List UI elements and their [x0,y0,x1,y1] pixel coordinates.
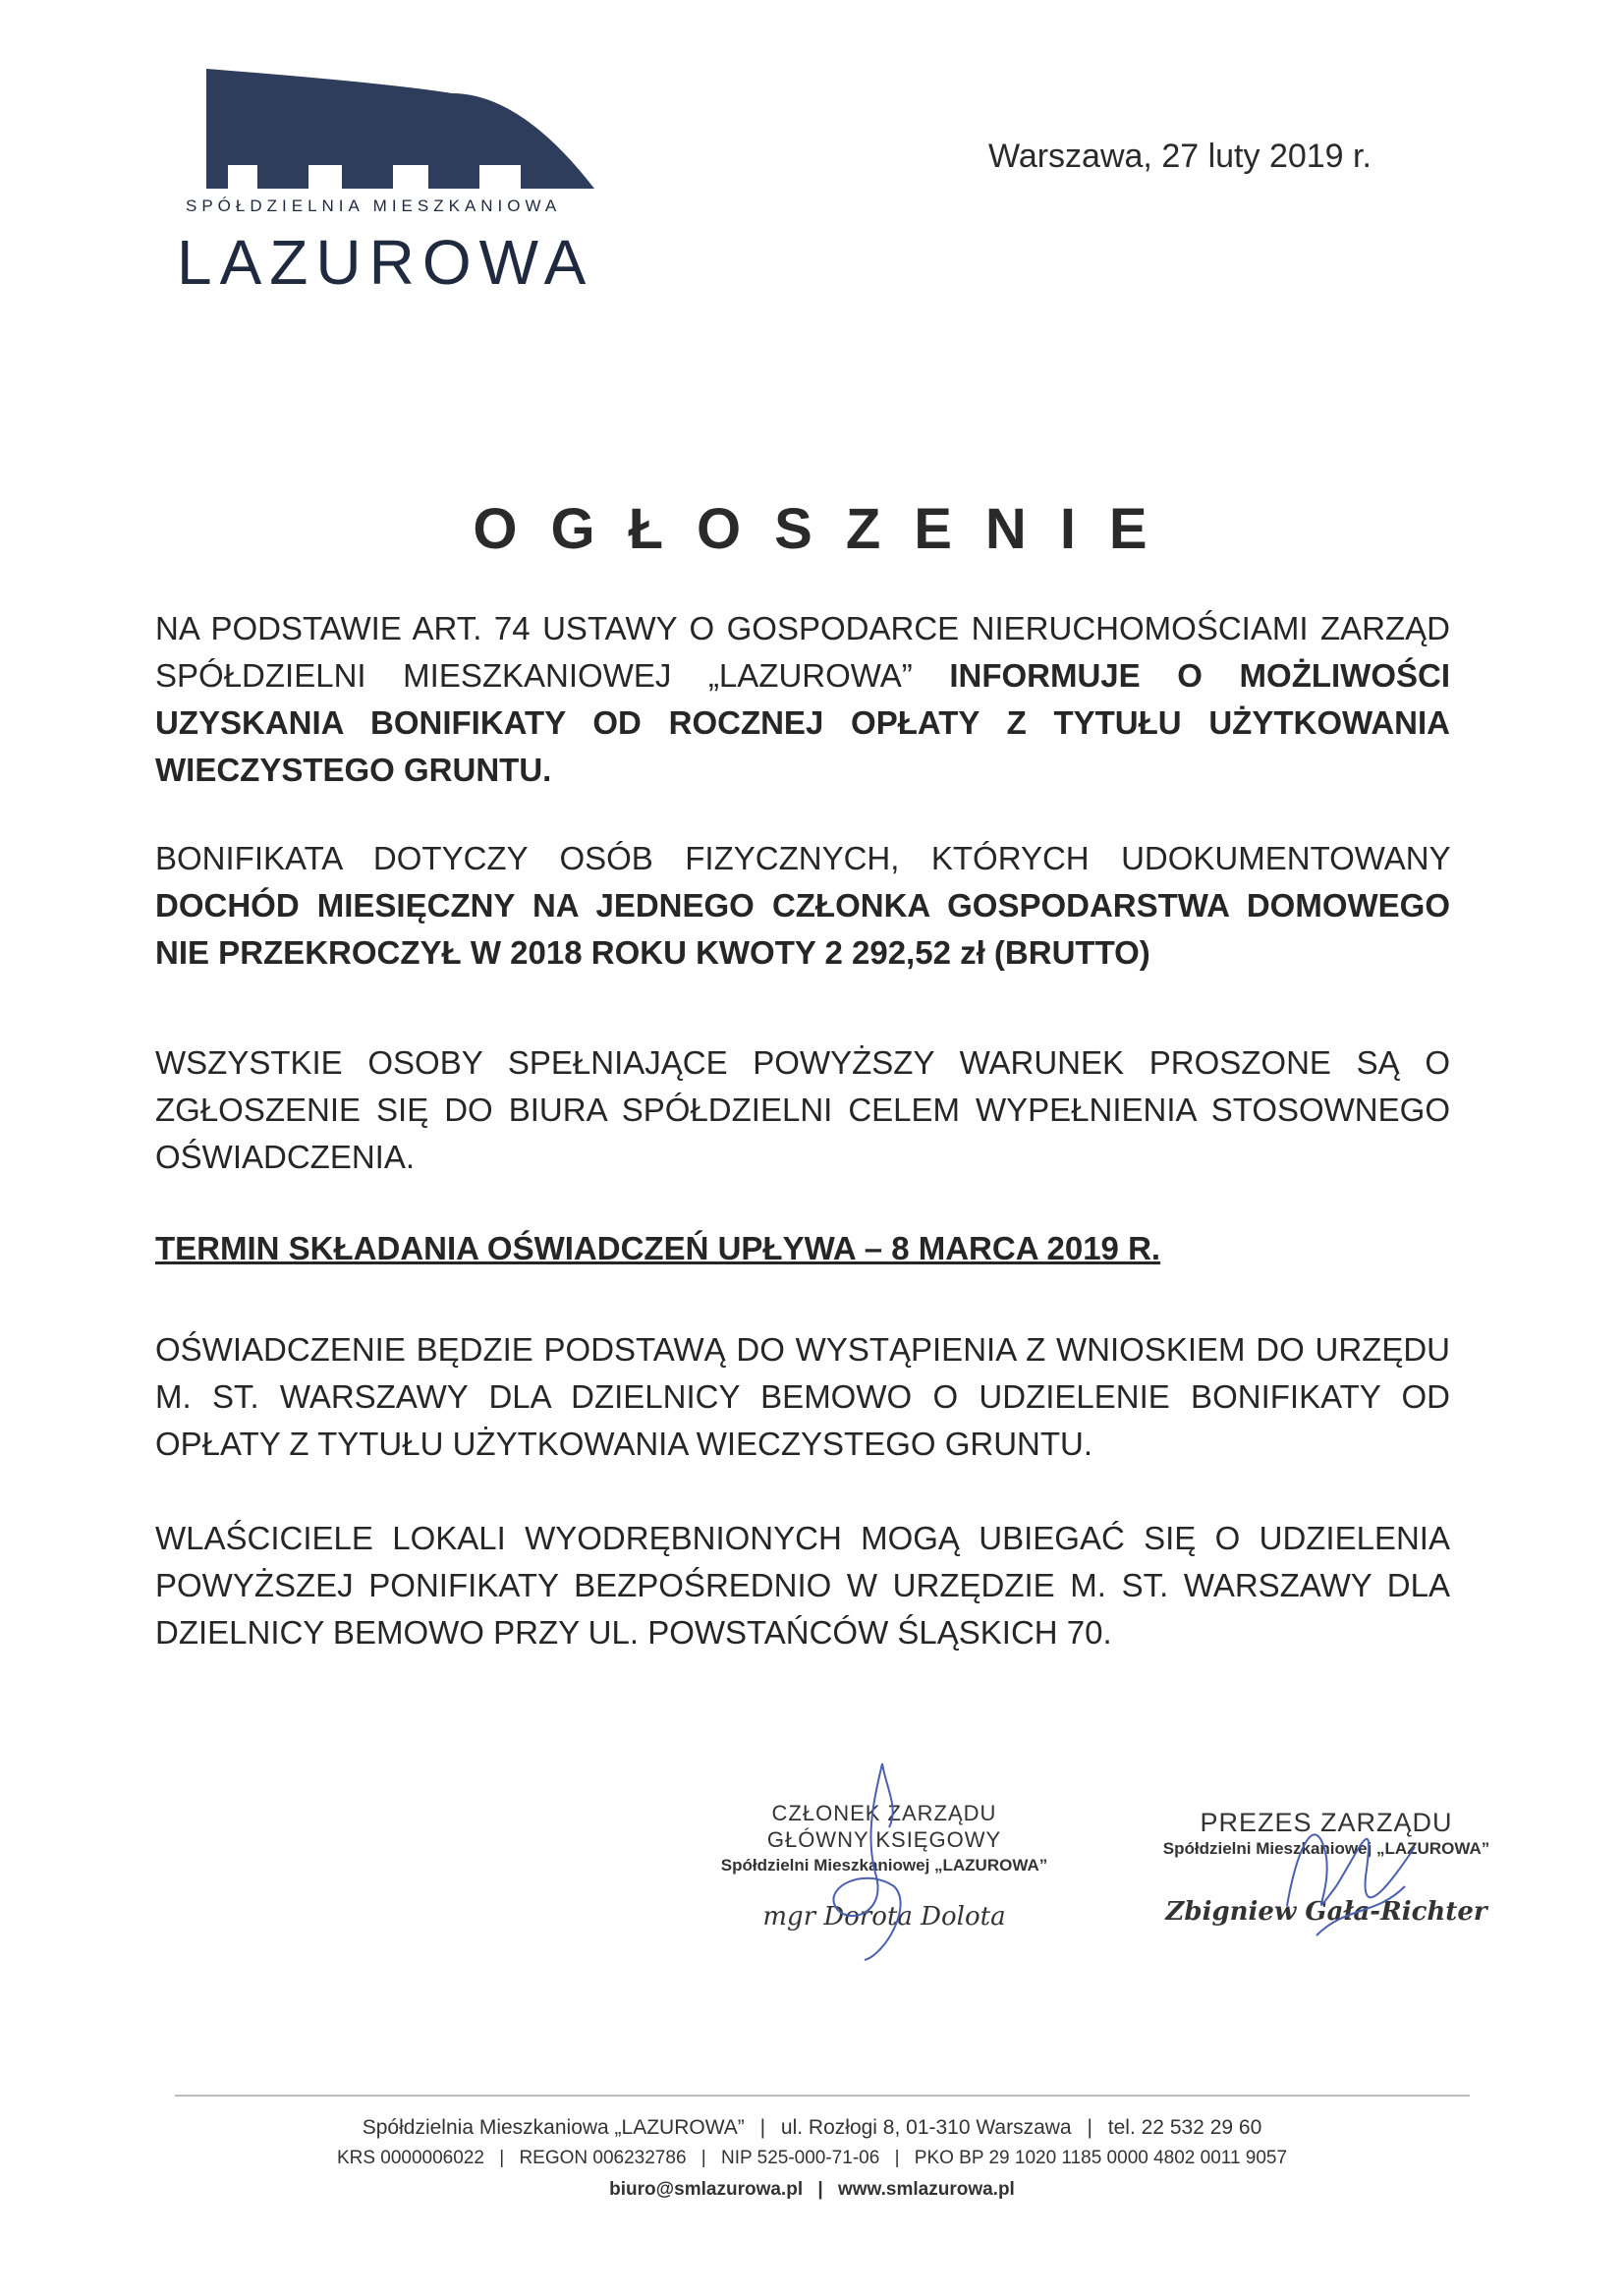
paragraph-5: WLAŚCICIELE LOKALI WYODRĘBNIONYCH MOGĄ UBIEGAĆ SIĘ O UDZIELENIA POWYŻSZEJ PONIFIKATY BEZPOŚREDNIO W URZĘDZIE M. ST. WARSZAWY DLA DZIELNICY BEMOWO PRZY UL. POWSTAŃCÓW ŚLĄSKICH 70. [155,1520,1450,1651]
signature-left-name: mgr Dorota Dolota [762,1902,1006,1932]
footer-email-link[interactable]: biuro@smlazurowa.pl [609,2179,804,2200]
footer-separator: | [759,2116,766,2139]
paragraph-2-bold: DOCHÓD MIESIĘCZNY NA JEDNEGO CZŁONKA GOSPODARSTWA DOMOWEGO NIE PRZEKROCZYŁ W 2018 ROKU KWOTY 2 292,52 zł (BRUTTO) [155,887,1450,971]
footer-org: Spółdzielnia Mieszkaniowa „LAZUROWA” [362,2116,745,2139]
logo-name: LAZUROWA [177,227,594,298]
signature-right-org: Spółdzielni Mieszkaniowej „LAZUROWA” [1162,1839,1490,1858]
paragraph-4: OŚWIADCZENIE BĘDZIE PODSTAWĄ DO WYSTĄPIENIA Z WNIOSKIEM DO URZĘDU M. ST. WARSZAWY DLA DZIELNICY BEMOWO O UDZIELENIE BONIFIKATY OD OPŁATY Z TYTUŁU UŻYTKOWANIA WIECZYSTEGO GRUNTU. [155,1331,1450,1462]
handwritten-signature-right [1267,1788,1425,1955]
footer-address: ul. Rozłogi 8, 01-310 Warszawa [780,2116,1072,2139]
document-title: OGŁOSZENIE [473,497,1181,561]
paragraph-3: WSZYSTKIE OSOBY SPEŁNIAJĄCE POWYŻSZY WARUNEK PROSZONE SĄ O ZGŁOSZENIE SIĘ DO BIURA SPÓŁDZIELNI CELEM WYPEŁNIENIA STOSOWNEGO OŚWIADCZENIA. [155,1044,1450,1175]
footer-separator: | [817,2179,823,2200]
signature-left-role2: GŁÓWNY KSIĘGOWY [766,1827,1002,1852]
footer-krs: KRS 0000006022 [336,2148,484,2168]
signature-right-role1: PREZES ZARZĄDU [1200,1808,1453,1837]
footer-bank: PKO BP 29 1020 1185 0000 4802 0011 9057 [914,2148,1288,2168]
logo-building-icon [206,69,599,192]
signature-left-org: Spółdzielni Mieszkaniowej „LAZUROWA” [720,1856,1048,1875]
paragraph-2-normal: BONIFIKATA DOTYCZY OSÓB FIZYCZNYCH, KTÓRYCH UDOKUMENTOWANY [155,840,1450,876]
document-date: Warszawa, 27 luty 2019 r. [988,138,1372,175]
signature-right-name: Zbigniew Gała-Richter [1165,1897,1487,1927]
footer-line-2 [0,2148,1624,2169]
footer-separator: | [499,2148,505,2168]
footer-tel: tel. 22 532 29 60 [1107,2116,1262,2139]
footer-separator: | [894,2148,900,2168]
footer-www-link[interactable]: www.smlazurowa.pl [838,2179,1015,2200]
paragraph-1-bold: INFORMUJE O MOŻLIWOŚCI UZYSKANIA BONIFIKATY OD ROCZNEJ OPŁATY Z TYTUŁU UŻYTKOWANIA WIECZYSTEGO GRUNTU. [155,657,1450,788]
paragraph-1-normal: NA PODSTAWIE ART. 74 USTAWY O GOSPODARCE NIERUCHOMOŚCIAMI ZARZĄD SPÓŁDZIELNI MIESZKANIOWEJ „LAZUROWA” [155,610,1450,694]
footer-regon: REGON 006232786 [519,2148,687,2168]
logo-subtitle: SPÓŁDZIELNIA MIESZKANIOWA [186,196,562,215]
footer-divider [175,2095,1470,2097]
logo [177,69,594,298]
footer-nip: NIP 525-000-71-06 [721,2148,880,2168]
paragraph-2 [155,835,1450,977]
handwritten-signature-left [806,1759,924,1965]
deadline-line: TERMIN SKŁADANIA OŚWIADCZEŃ UPŁYWA – 8 MARCA 2019 R. [155,1230,1161,1266]
paragraph-1 [155,605,1450,794]
footer-line-1 [0,2116,1624,2140]
footer-separator: | [700,2148,706,2168]
footer-line-3 [0,2179,1624,2201]
footer-separator: | [1087,2116,1092,2139]
signature-left-role1: CZŁONEK ZARZĄDU [771,1801,997,1825]
